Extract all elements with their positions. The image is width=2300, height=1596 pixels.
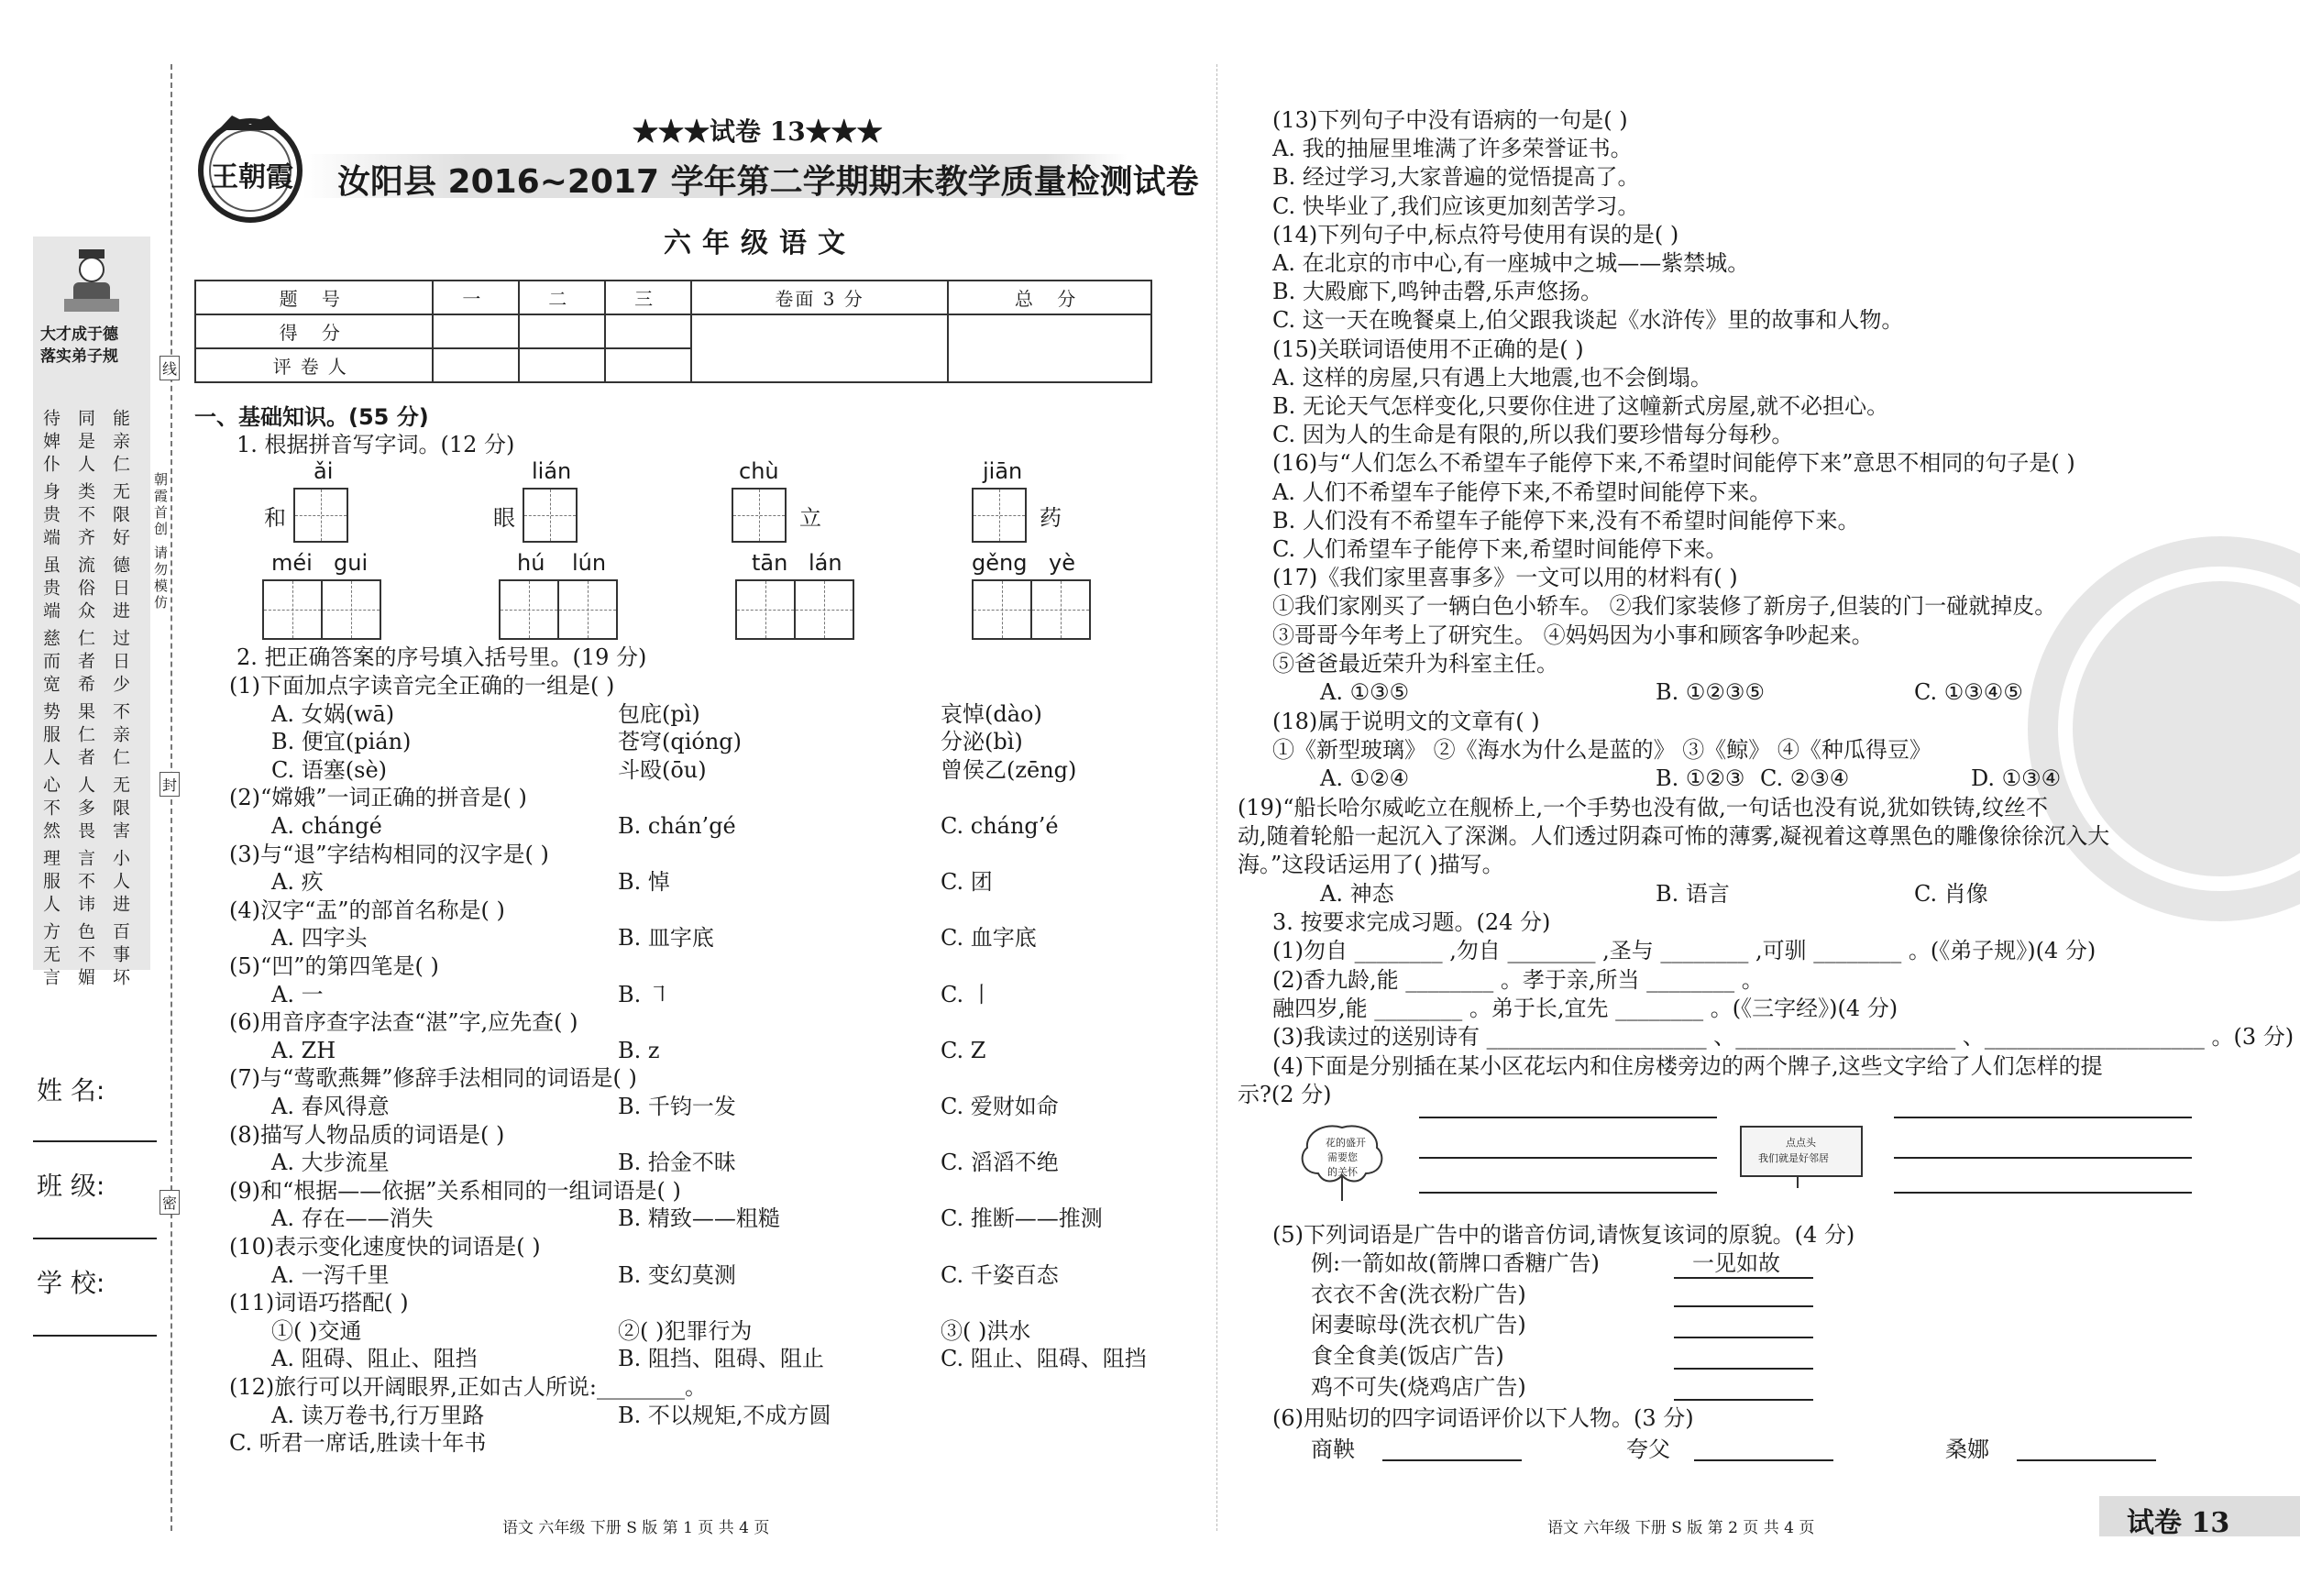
motto-column: 方无言	[40, 922, 61, 991]
question-stem: (5)“凹”的第四笔是( )	[229, 953, 439, 979]
score-table-cell: 总 分	[948, 281, 1151, 314]
sign2-answer-line[interactable]	[1894, 1157, 2192, 1159]
right-question-line: A. 我的抽屉里堆满了许多荣誉证书。	[1272, 136, 1633, 162]
q18-option: D. ①③④	[1971, 765, 2062, 791]
char-box[interactable]	[293, 488, 348, 543]
answer-option: B. 不以规矩,不成方圆	[618, 1402, 831, 1428]
pinyin: méi	[271, 550, 313, 576]
score-table	[194, 280, 1152, 383]
grader-input[interactable]	[519, 348, 605, 382]
building-sign-post	[1797, 1175, 1799, 1188]
example-answer-line	[1674, 1277, 1813, 1279]
answer-option: C. 团	[941, 869, 993, 896]
question-stem: (12)旅行可以开阔眼界,正如古人所说:________。	[229, 1374, 707, 1400]
right-question-line: C. 快毕业了,我们应该更加刻苦学习。	[1272, 193, 1640, 219]
motto-column: 过日少	[110, 629, 130, 698]
scholar-figure-icon	[59, 246, 125, 319]
score-table-cell: 题 号	[195, 281, 433, 314]
q18-question: (18)属于说明文的文章有( )	[1272, 709, 1540, 734]
answer-option: A. 读万卷书,行万里路	[271, 1402, 485, 1428]
motto-column: 百事坏	[110, 922, 130, 991]
motto-column: 无限好	[110, 482, 130, 551]
char-box[interactable]	[972, 579, 1032, 640]
motto-column: 流俗众	[75, 556, 95, 624]
motto-line-2: 落实弟子规	[40, 347, 118, 366]
answer-option: B. ㇕	[618, 981, 670, 1007]
motto-column: 德日进	[110, 556, 130, 624]
pinyin: lián	[532, 458, 572, 484]
person-answer-line[interactable]	[2017, 1459, 2156, 1461]
pinyin: jiān	[983, 458, 1023, 484]
motto-column: 人多畏	[75, 776, 95, 844]
page-footer-right: 语文 六年级 下册 S 版 第 2 页 共 4 页	[1547, 1519, 1815, 1537]
motto-column: 不亲仁	[110, 702, 130, 771]
answer-option: B. 拾金不昧	[618, 1150, 736, 1176]
right-question-line: B. 人们没有不希望车子能停下来,没有不希望时间能停下来。	[1272, 507, 1860, 534]
char-box[interactable]	[732, 488, 787, 543]
question-stem: (1)下面加点字读音完全正确的一组是( )	[229, 673, 615, 699]
q3-line: (2)香九龄,能 ________ 。孝于亲,所当 ________ 。	[1272, 967, 1764, 993]
answer-option: C. 丨	[941, 981, 993, 1007]
char-box[interactable]	[523, 488, 578, 543]
question-stem: (4)汉字“盂”的部首名称是( )	[229, 897, 505, 923]
answer-option: B. 阻挡、阻碍、阻止	[618, 1346, 824, 1372]
answer-option: A. 疚	[271, 869, 324, 896]
right-question-line: A. 这样的房屋,只有遇上大地震,也不会倒塌。	[1272, 364, 1712, 391]
answer-option: C. Z	[941, 1037, 986, 1063]
person-name: 桑娜	[1945, 1436, 1989, 1462]
answer-option: A. 女娲(wā)	[271, 700, 395, 727]
q3-line: (1)勿自 ________ ,勿自 ________ ,圣与 ________ ,可驯 ________ 。(《弟子规》)(4 分)	[1272, 938, 2096, 963]
binding-line-left	[171, 64, 172, 1531]
q17-option: A. ①③⑤	[1320, 679, 1410, 705]
given-char: 立	[799, 505, 821, 531]
motto-column: 心不然	[40, 776, 61, 844]
sign1-answer-line[interactable]	[1419, 1192, 1717, 1194]
person-answer-line[interactable]	[1382, 1459, 1522, 1461]
fold-mark-3: 密	[160, 1190, 180, 1215]
score-table-cell: 三	[605, 281, 691, 314]
sign2-answer-line[interactable]	[1894, 1192, 2192, 1194]
question-stem: (6)用音序查字法查“湛”字,应先查( )	[229, 1009, 578, 1036]
sign1-answer-line[interactable]	[1419, 1117, 1717, 1118]
school-field[interactable]	[33, 1335, 157, 1337]
ad-answer-line[interactable]	[1674, 1368, 1813, 1370]
answer-option: B. 千钧一发	[618, 1094, 736, 1119]
q19-line: 动,随着轮船一起沉入了深渊。人们透过阴森可怖的薄雾,凝视着这尊黑色的雕像徐徐沉入大	[1238, 823, 2110, 849]
ad-word: 食全食美(饭店广告)	[1311, 1343, 1504, 1369]
logo-text: 王朝霞	[211, 161, 293, 193]
answer-option: A. 存在——消失	[271, 1205, 434, 1232]
score-table-cell: 二	[519, 281, 605, 314]
score-input[interactable]	[433, 314, 519, 348]
motto-column: 色不媚	[75, 922, 95, 991]
score-table-cell: 评卷人	[195, 348, 433, 382]
example-answer: 一见如故	[1692, 1250, 1780, 1276]
q19-option: A. 神态	[1320, 881, 1394, 907]
answer-option: C. 血字底	[941, 925, 1037, 952]
motto-column: 小人进	[110, 849, 130, 918]
char-box[interactable]	[1030, 579, 1091, 640]
exam-title: 汝阳县 2016~2017 学年第二学期期末教学质量检测试卷	[337, 163, 1199, 201]
motto-column: 无限害	[110, 776, 130, 844]
grader-input[interactable]	[605, 348, 691, 382]
motto-column: 势服人	[40, 702, 61, 771]
pinyin: tān	[752, 550, 788, 576]
q19-option: B. 语言	[1656, 881, 1730, 907]
answer-option: A. ZH	[271, 1037, 336, 1063]
answer-option: C. 语塞(sè)	[271, 756, 388, 783]
answer-option: B. 悼	[618, 869, 670, 896]
question-stem: (7)与“莺歌燕舞”修辞手法相同的词语是( )	[229, 1065, 637, 1092]
motto-column: 身贵端	[40, 482, 61, 551]
ad-word: 衣衣不舍(洗衣粉广告)	[1311, 1282, 1526, 1307]
answer-option: 斗殴(ōu)	[618, 756, 707, 783]
q17-option: B. ①②③⑤	[1656, 679, 1765, 705]
school-label: 学 校:	[37, 1268, 105, 1298]
class-label: 班 级:	[37, 1171, 105, 1201]
char-box[interactable]	[557, 579, 618, 640]
motto-column: 理服人	[40, 849, 61, 918]
right-question-line: C. 这一天在晚餐桌上,伯父跟我谈起《水浒传》里的故事和人物。	[1272, 307, 1904, 334]
answer-option: A. 四字头	[271, 925, 368, 952]
score-input[interactable]	[519, 314, 605, 348]
answer-option: C. 千姿百态	[941, 1261, 1059, 1288]
name-field[interactable]	[33, 1140, 157, 1142]
answer-option: A. chángé	[271, 813, 382, 839]
answer-option: C. 阻止、阻碍、阻挡	[941, 1346, 1147, 1372]
pinyin: ǎi	[314, 458, 334, 484]
answer-option: A. 一	[271, 981, 324, 1007]
question-stem: C. 听君一席话,胜读十年书	[229, 1430, 487, 1457]
page-footer-left: 语文 六年级 下册 S 版 第 1 页 共 4 页	[502, 1519, 770, 1537]
q3-title: 3. 按要求完成习题。(24 分)	[1272, 909, 1551, 935]
flower-sign-text: 的关怀	[1327, 1166, 1358, 1178]
answer-option: A. 一泻千里	[271, 1261, 390, 1288]
char-box[interactable]	[262, 579, 323, 640]
answer-option: ②( )犯罪行为	[618, 1317, 753, 1344]
q18-option: A. ①②④	[1320, 765, 1410, 791]
score-input[interactable]	[605, 314, 691, 348]
score-input[interactable]	[691, 314, 948, 382]
sign2-answer-line[interactable]	[1894, 1117, 2192, 1118]
motto-column: 待婢仆	[40, 409, 61, 478]
q18-option: B. ①②③	[1656, 765, 1745, 791]
section-heading: 一、基础知识。(55 分)	[194, 404, 429, 430]
pinyin: lán	[809, 550, 842, 576]
answer-option: B. 便宜(pián)	[271, 729, 412, 755]
ad-answer-line[interactable]	[1674, 1399, 1813, 1401]
right-question-line: (17)《我们家里喜事多》一文可以用的材料有( )	[1272, 565, 1738, 591]
char-box[interactable]	[499, 579, 559, 640]
pinyin: yè	[1049, 550, 1075, 576]
center-fold-line	[1216, 64, 1217, 1531]
motto-column: 同是人	[75, 409, 95, 478]
answer-option: 包庇(pì)	[618, 700, 700, 727]
answer-option: B. z	[618, 1037, 660, 1063]
sign1-answer-line[interactable]	[1419, 1157, 1717, 1159]
score-table-cell: 一	[433, 281, 519, 314]
ad-answer-line[interactable]	[1674, 1305, 1813, 1307]
right-question-line: (13)下列句子中没有语病的一句是( )	[1272, 107, 1628, 133]
question-stem: (11)词语巧搭配( )	[229, 1290, 409, 1316]
motto-line-1: 大才成于德	[40, 325, 118, 344]
answer-option: 曾侯乙(zēng)	[941, 756, 1077, 783]
char-box[interactable]	[794, 579, 854, 640]
answer-option: ③( )洪水	[941, 1317, 1031, 1344]
ad-word: 鸡不可失(烧鸡店广告)	[1311, 1374, 1526, 1400]
right-question-line: ①我们家刚买了一辆白色小轿车。 ②我们家装修了新房子,但装的门一碰就掉皮。	[1272, 593, 2057, 620]
q19-line: 海。”这段话运用了( )描写。	[1238, 852, 1504, 877]
answer-option: B. 皿字底	[618, 925, 714, 952]
q3-line: (5)下列词语是广告中的谐音仿词,请恢复该词的原貌。(4 分)	[1272, 1222, 1855, 1248]
answer-option: A. 春风得意	[271, 1094, 390, 1119]
motto-column: 类不齐	[75, 482, 95, 551]
motto-column: 能亲仁	[110, 409, 130, 478]
class-field[interactable]	[33, 1238, 157, 1239]
q3-line: 融四岁,能 ________ 。弟于长,宜先 ________ 。(《三字经》)(4 分)	[1272, 996, 1898, 1021]
answer-option: 苍穹(qióng)	[618, 729, 743, 755]
right-question-line: ③哥哥今年考上了研究生。 ④妈妈因为小事和顾客争吵起来。	[1272, 622, 1874, 648]
ad-word: 闲妻晾母(洗衣机广告)	[1311, 1312, 1526, 1337]
answer-option: 哀悼(dào)	[941, 700, 1042, 727]
right-question-line: B. 无论天气怎样变化,只要你住进了这幢新式房屋,就不必担心。	[1272, 393, 1889, 419]
subject-title: 六年级语文	[664, 227, 856, 259]
answer-option: C. 爱财如命	[941, 1094, 1059, 1119]
answer-option: A. 大步流星	[271, 1150, 390, 1176]
right-question-line: ⑤爸爸最近荣升为科室主任。	[1272, 650, 1558, 677]
answer-option: B. 精致——粗糙	[618, 1205, 780, 1232]
right-question-line: (14)下列句子中,标点符号使用有误的是( )	[1272, 221, 1679, 248]
right-question-line: C. 人们希望车子能停下来,希望时间能停下来。	[1272, 536, 1728, 562]
name-label: 姓 名:	[37, 1075, 105, 1106]
right-question-line: B. 大殿廊下,鸣钟击磬,乐声悠扬。	[1272, 279, 1603, 305]
right-question-line: A. 在北京的市中心,有一座城中之城——紫禁城。	[1272, 250, 1750, 276]
right-question-line: (15)关联词语使用不正确的是( )	[1272, 336, 1584, 362]
given-char: 药	[1040, 505, 1062, 531]
answer-option: C. cháng’é	[941, 813, 1059, 839]
answer-option: ①( )交通	[271, 1317, 362, 1344]
answer-option: B. 变幻莫测	[618, 1261, 736, 1288]
question-stem: (3)与“退”字结构相同的汉字是( )	[229, 841, 549, 867]
given-char: 和	[264, 505, 286, 531]
example-text: 例:一箭如故(箭牌口香糖广告)	[1311, 1250, 1600, 1276]
paper-tag: ★★★试卷 13★★★	[633, 116, 883, 147]
q3-line: 示?(2 分)	[1238, 1082, 1332, 1107]
person-name: 夸父	[1626, 1436, 1670, 1462]
building-sign-text: 我们就是好邻居	[1758, 1152, 1829, 1164]
q19-line: (19)“船长哈尔威屹立在舰桥上,一个手势也没有做,一句话也没有说,犹如铁铸,纹丝不	[1238, 795, 2049, 820]
motto-column: 慈而宽	[40, 629, 61, 698]
person-answer-line[interactable]	[1694, 1459, 1833, 1461]
q2-title: 2. 把正确答案的序号填入括号里。(19 分)	[237, 644, 647, 670]
q17-option: C. ①③④⑤	[1914, 679, 2023, 705]
pinyin: chù	[739, 458, 779, 484]
q1-title: 1. 根据拼音写字词。(12 分)	[237, 432, 515, 457]
question-stem: (2)“嫦娥”一词正确的拼音是( )	[229, 785, 527, 811]
answer-option: C. 滔滔不绝	[941, 1150, 1059, 1176]
motto-column: 言不讳	[75, 849, 95, 918]
person-name: 商鞅	[1311, 1436, 1355, 1462]
motto-column: 仁者希	[75, 629, 95, 698]
pinyin: gěng	[972, 550, 1028, 576]
motto-column: 果仁者	[75, 702, 95, 771]
answer-option: B. chán’gé	[618, 813, 736, 839]
right-question-line: C. 因为人的生命是有限的,所以我们要珍惜每分每秒。	[1272, 422, 1794, 448]
flower-sign-text: 需要您	[1327, 1151, 1358, 1163]
footer-tag: 试卷 13	[2127, 1507, 2230, 1539]
q3-line: (4)下面是分别插在某小区花坛内和住房楼旁边的两个牌子,这些文字给了人们怎样的提	[1272, 1053, 2103, 1079]
side-note: 朝霞首创 请勿模仿	[152, 472, 169, 611]
score-table-cell: 卷面 3 分	[691, 281, 948, 314]
pinyin: lún	[572, 550, 607, 576]
ad-answer-line[interactable]	[1674, 1337, 1813, 1338]
q3-line: (6)用贴切的四字词语评价以下人物。(3 分)	[1272, 1405, 1694, 1431]
q19-option: C. 肖像	[1914, 881, 1988, 907]
score-input[interactable]	[948, 314, 1151, 382]
pinyin: hú	[517, 550, 545, 576]
question-stem: (9)和“根据——依据”关系相同的一组词语是( )	[229, 1177, 681, 1204]
given-char: 眼	[493, 505, 515, 531]
right-question-line: B. 经过学习,大家普遍的觉悟提高了。	[1272, 164, 1640, 191]
answer-option: A. 阻碍、阻止、阻挡	[271, 1346, 478, 1372]
fold-mark-2: 封	[160, 772, 180, 797]
pinyin: gui	[334, 550, 369, 576]
char-box[interactable]	[321, 579, 381, 640]
question-stem: (10)表示变化速度快的词语是( )	[229, 1234, 541, 1260]
q3-line: (3)我读过的送别诗有 ____________________ 、____________________ 、____________________ 。(3 分)	[1272, 1024, 2294, 1050]
fold-mark-1: 线	[160, 356, 180, 380]
char-box[interactable]	[972, 488, 1027, 543]
q18-items: ①《新型玻璃》 ②《海水为什么是蓝的》 ③《鲸》 ④《种瓜得豆》	[1272, 737, 1931, 763]
answer-option: 分泌(bì)	[941, 729, 1023, 755]
building-sign-text: 点点头	[1786, 1137, 1816, 1149]
right-question-line: A. 人们不希望车子能停下来,不希望时间能停下来。	[1272, 479, 1772, 505]
motto-column: 虽贵端	[40, 556, 61, 624]
right-question-line: (16)与“人们怎么不希望车子能停下来,不希望时间能停下来”意思不相同的句子是( )	[1272, 450, 2075, 477]
flower-sign-text: 花的盛开	[1326, 1137, 1366, 1149]
q18-option: C. ②③④	[1760, 765, 1850, 791]
char-box[interactable]	[735, 579, 796, 640]
grader-input[interactable]	[433, 348, 519, 382]
score-table-cell: 得 分	[195, 314, 433, 348]
answer-option: C. 推断——推测	[941, 1205, 1103, 1232]
question-stem: (8)描写人物品质的词语是( )	[229, 1121, 505, 1148]
